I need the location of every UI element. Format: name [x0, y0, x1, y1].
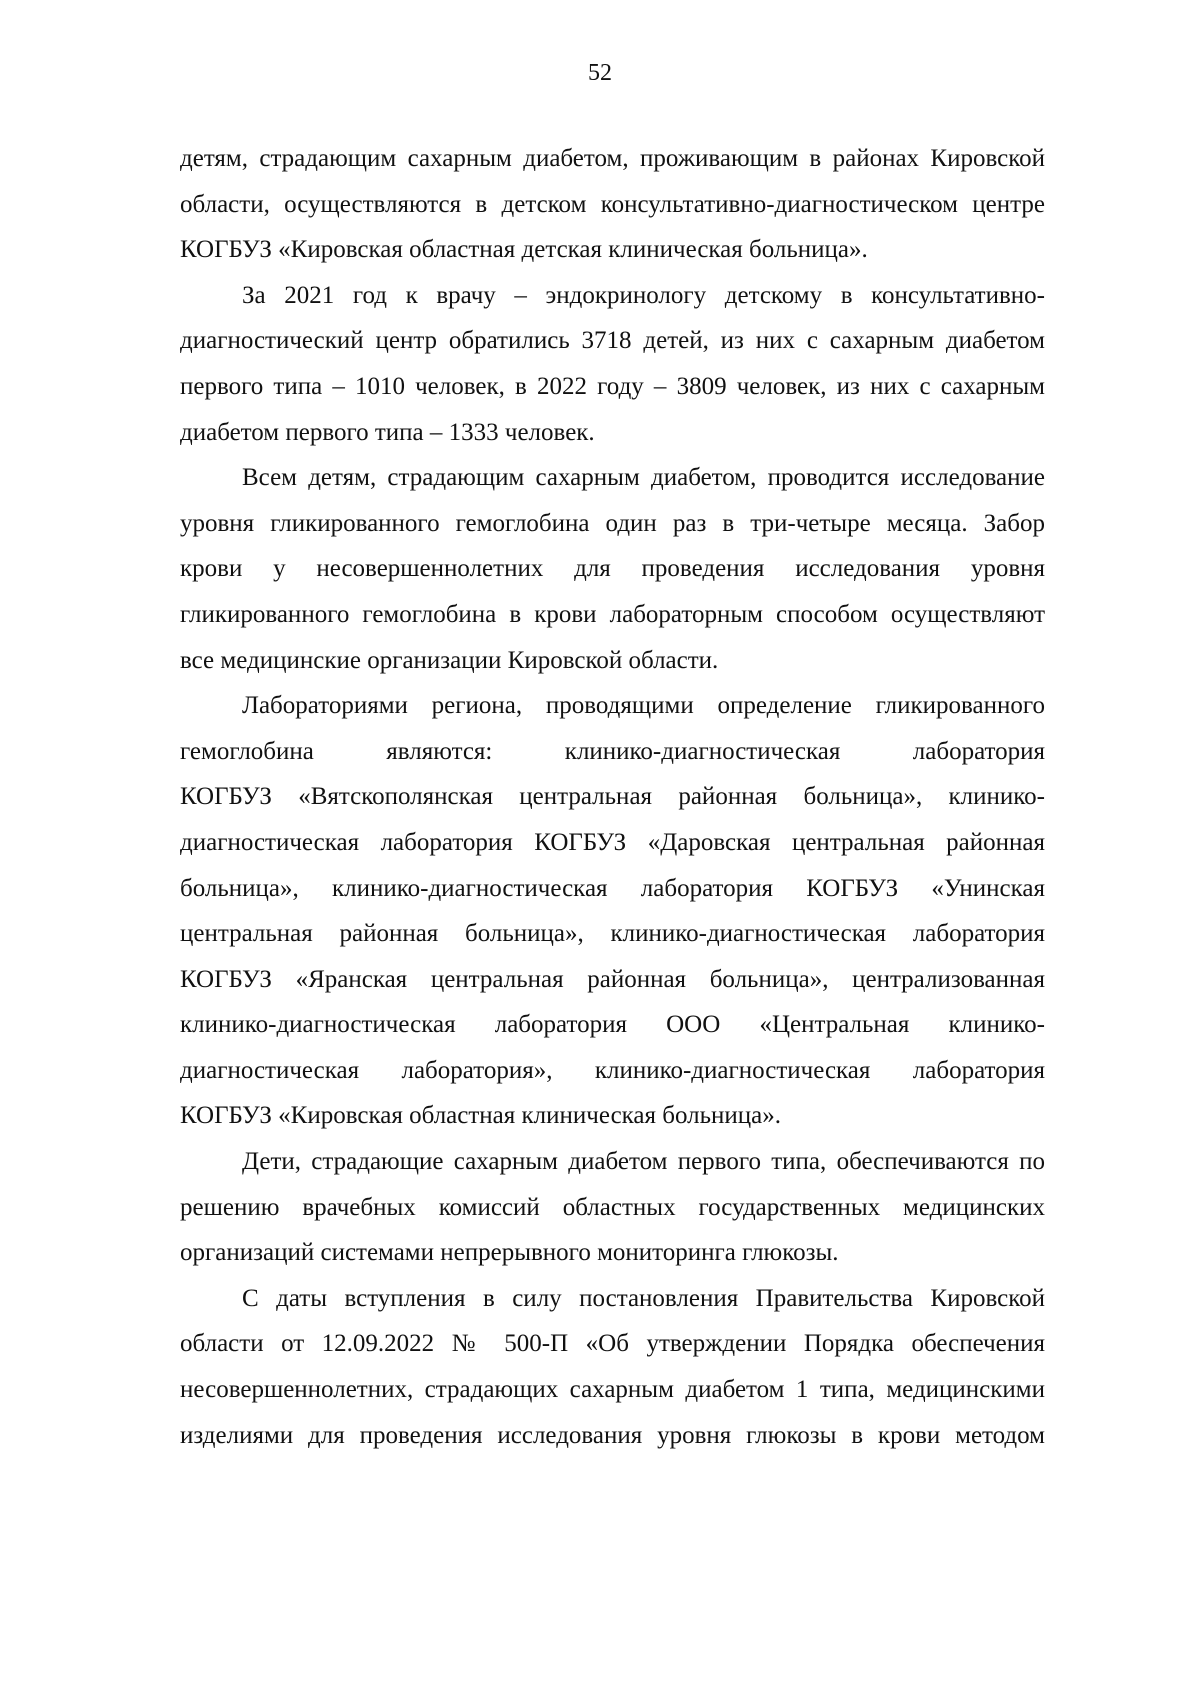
- text-line: несовершеннолетних, страдающих сахарным диабетом 1 типа, медицинскими: [180, 1376, 1045, 1404]
- text-line: больница», клинико-диагностическая лаборатория КОГБУЗ «Унинская: [180, 874, 1045, 902]
- body-text: [180, 136, 1045, 1458]
- page-number: 52: [588, 60, 612, 86]
- text-line: клинико-диагностическая лаборатория ООО «Центральная клинико-: [180, 1011, 1045, 1039]
- text-line: КОГБУЗ «Кировская областная клиническая больница».: [180, 1102, 782, 1130]
- text-line: гемоглобина являются: клинико-диагностическая лаборатория: [180, 737, 1045, 765]
- text-line: КОГБУЗ «Яранская центральная районная больница», централизованная: [180, 965, 1045, 993]
- text-line: диагностическая лаборатория», клинико-диагностическая лаборатория: [180, 1056, 1045, 1084]
- text-line: С даты вступления в силу постановления Правительства Кировской: [242, 1284, 1045, 1312]
- text-line: гликированного гемоглобина в крови лабораторным способом осуществляют: [180, 600, 1045, 628]
- text-line: диабетом первого типа – 1333 человек.: [180, 418, 595, 446]
- text-line: КОГБУЗ «Кировская областная детская клиническая больница».: [180, 236, 868, 264]
- text-line: детям, страдающим сахарным диабетом, проживающим в районах Кировской: [180, 145, 1045, 172]
- text-line: уровня гликированного гемоглобина один раз в три-четыре месяца. Забор: [180, 509, 1045, 537]
- text-line: КОГБУЗ «Вятскополянская центральная районная больница», клинико-: [180, 783, 1045, 811]
- text-line: решению врачебных комиссий областных государственных медицинских: [180, 1193, 1045, 1221]
- text-line: диагностический центр обратились 3718 детей, из них с сахарным диабетом: [180, 327, 1045, 355]
- text-line: Дети, страдающие сахарным диабетом первого типа, обеспечиваются по: [242, 1148, 1045, 1176]
- text-line: первого типа – 1010 человек, в 2022 году – 3809 человек, из них с сахарным: [180, 372, 1045, 400]
- text-line: изделиями для проведения исследования уровня глюкозы в крови методом: [180, 1421, 1045, 1449]
- text-line: За 2021 год к врачу – эндокринологу детскому в консультативно-: [242, 281, 1045, 309]
- text-line: области, осуществляются в детском консультативно-диагностическом центре: [180, 190, 1045, 218]
- text-line: центральная районная больница», клинико-диагностическая лаборатория: [180, 920, 1045, 948]
- text-line: Лабораториями региона, проводящими определение гликированного: [242, 692, 1045, 720]
- text-line: диагностическая лаборатория КОГБУЗ «Даровская центральная районная: [180, 828, 1045, 856]
- text-line: организаций системами непрерывного мониторинга глюкозы.: [180, 1239, 839, 1267]
- text-line: Всем детям, страдающим сахарным диабетом, проводится исследование: [242, 464, 1045, 492]
- text-line: области от 12.09.2022 № 500-П «Об утверждении Порядка обеспечения: [180, 1330, 1045, 1358]
- text-line: все медицинские организации Кировской области.: [180, 646, 719, 674]
- text-line: крови у несовершеннолетних для проведения исследования уровня: [180, 555, 1045, 583]
